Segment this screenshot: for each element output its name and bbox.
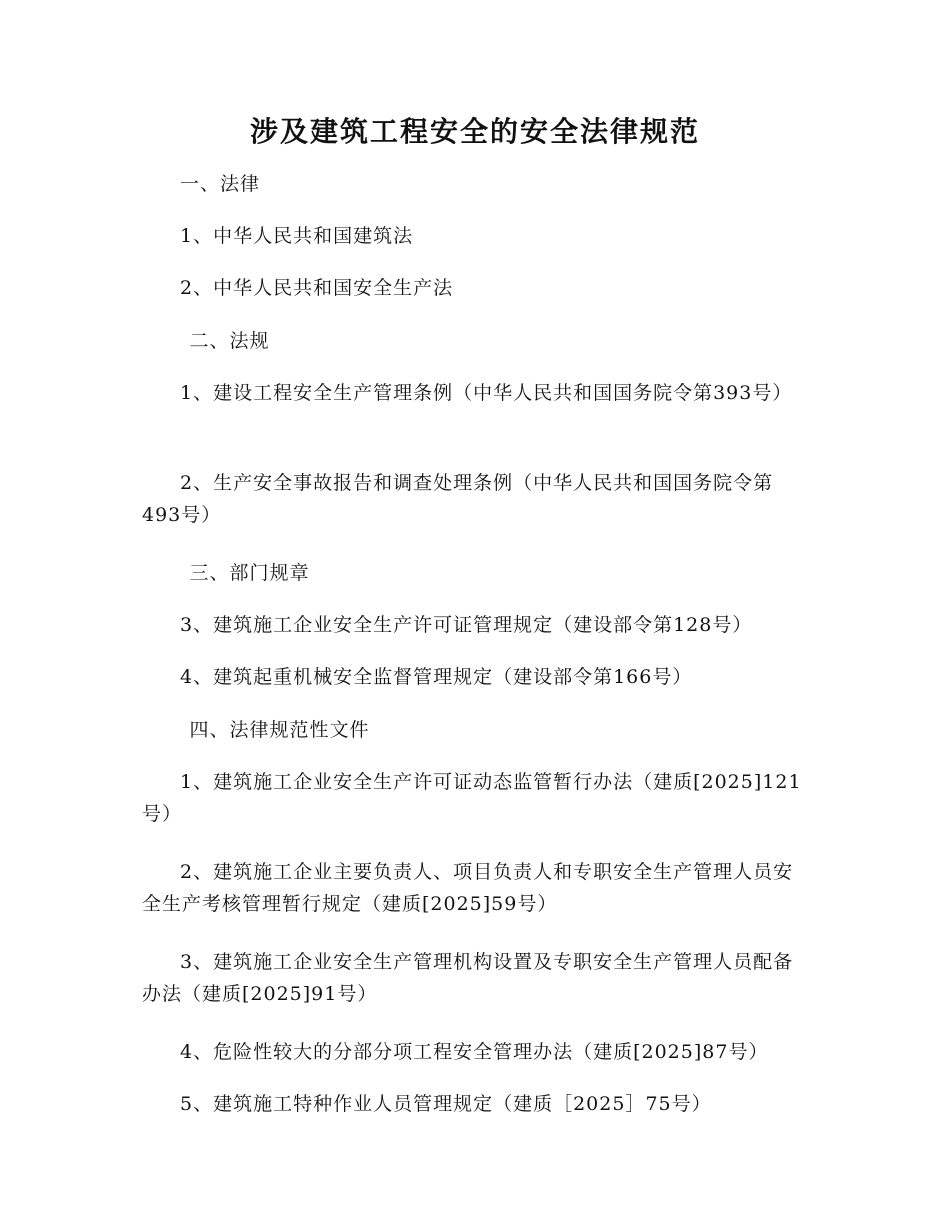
list-item: 1、建设工程安全生产管理条例（中华人民共和国国务院令第393号） <box>180 382 793 404</box>
section-heading-law: 一、法律 <box>180 173 261 195</box>
list-item: 3、建筑施工企业安全生产管理机构设置及专职安全生产管理人员配备办法（建质[2025]91号） <box>142 951 794 1005</box>
list-item: 2、中华人民共和国安全生产法 <box>180 277 454 299</box>
list-item: 4、危险性较大的分部分项工程安全管理办法（建质[2025]87号） <box>180 1041 769 1063</box>
list-item: 2、建筑施工企业主要负责人、项目负责人和专职安全生产管理人员安全生产考核管理暂行规定（建质[2025]59号） <box>142 861 794 915</box>
list-item: 5、建筑施工特种作业人员管理规定（建质［2025］75号） <box>180 1093 712 1115</box>
list-item: 4、建筑起重机械安全监督管理规定（建设部令第166号） <box>180 666 693 688</box>
list-item: 1、建筑施工企业安全生产许可证动态监管暂行办法（建质[2025]121号） <box>142 771 802 825</box>
section-heading-normative-documents: 四、法律规范性文件 <box>189 719 370 741</box>
list-item: 3、建筑施工企业安全生产许可证管理规定（建设部令第128号） <box>180 614 753 636</box>
section-heading-regulations: 二、法规 <box>189 330 270 352</box>
section-heading-department-rules: 三、部门规章 <box>189 562 310 584</box>
list-item: 1、中华人民共和国建筑法 <box>180 225 414 247</box>
list-item: 2、生产安全事故报告和调查处理条例（中华人民共和国国务院令第493号） <box>142 472 774 526</box>
document-title: 涉及建筑工程安全的安全法律规范 <box>249 115 700 148</box>
